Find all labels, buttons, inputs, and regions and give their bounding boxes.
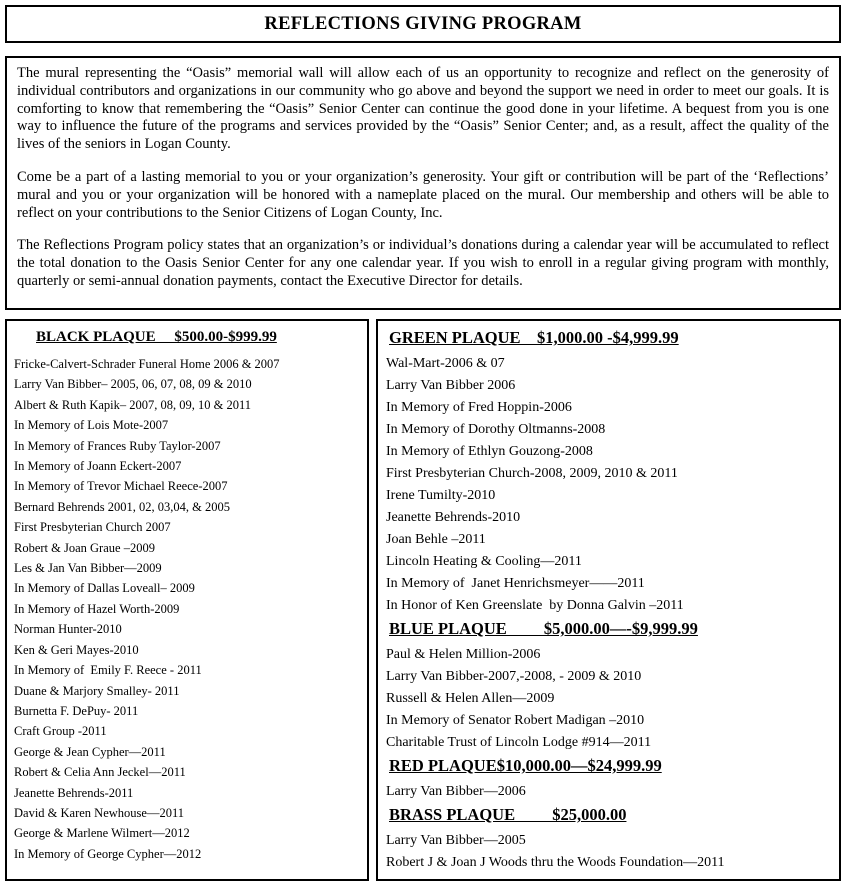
donor-item: Lincoln Heating & Cooling—2011 xyxy=(386,554,582,569)
donor-item: Norman Hunter-2010 xyxy=(14,622,122,637)
donor-item: First Presbyterian Church-2008, 2009, 2010 & 2011 xyxy=(386,466,678,481)
donor-item: In Memory of Hazel Worth-2009 xyxy=(14,601,180,616)
donor-item: Larry Van Bibber—2005 xyxy=(386,833,526,848)
donor-item: Craft Group -2011 xyxy=(14,724,107,739)
donor-item: Les & Jan Van Bibber—2009 xyxy=(14,561,162,576)
donor-item: In Memory of Janet Henrichsmeyer——2011 xyxy=(386,576,645,591)
donor-item: Jeanette Behrends-2011 xyxy=(14,785,134,800)
donor-item: Paul & Helen Million-2006 xyxy=(386,647,541,662)
donor-item: In Honor of Ken Greenslate by Donna Galvin –2011 xyxy=(386,598,684,613)
donor-item: Robert J & Joan J Woods thru the Woods Foundation—2011 xyxy=(386,855,725,870)
plaque-header: BLACK PLAQUE $500.00-$999.99 xyxy=(36,329,277,345)
donor-item: In Memory of Trevor Michael Reece-2007 xyxy=(14,479,228,494)
donor-item: In Memory of Frances Ruby Taylor-2007 xyxy=(14,438,221,453)
title-box xyxy=(5,5,841,43)
donor-item: Larry Van Bibber– 2005, 06, 07, 08, 09 & 2010 xyxy=(14,377,252,392)
plaque-header: GREEN PLAQUE $1,000.00 -$4,999.99 xyxy=(389,328,679,347)
donor-item: In Memory of Lois Mote-2007 xyxy=(14,418,169,433)
donor-item: In Memory of Dallas Loveall– 2009 xyxy=(14,581,195,596)
donor-item: Irene Tumilty-2010 xyxy=(386,488,496,503)
donor-item: Wal-Mart-2006 & 07 xyxy=(386,356,505,371)
donor-item: In Memory of George Cypher—2012 xyxy=(14,846,202,861)
intro-paragraph: The Reflections Program policy states that an organization’s or individual’s donations during a calendar year will be accumulated to reflect the total donation to the Oasis Senior Center for any one calendar year. If you wish to enroll in a regular giving program with monthly, quarterly or semi-annual donation payments, contact the Executive Director for details. xyxy=(17,237,829,289)
donor-item: Bernard Behrends 2001, 02, 03,04, & 2005 xyxy=(14,499,230,514)
donor-item: Burnetta F. DePuy- 2011 xyxy=(14,703,139,718)
intro-box xyxy=(5,56,841,310)
green-blue-red-brass-plaque-column xyxy=(376,319,841,881)
donor-item: Fricke-Calvert-Schrader Funeral Home 2006 & 2007 xyxy=(14,357,280,371)
donor-item: In Memory of Joann Eckert-2007 xyxy=(14,459,182,474)
plaque-header: BRASS PLAQUE $25,000.00 xyxy=(389,805,627,824)
plaque-header: RED PLAQUE$10,000.00—$24,999.99 xyxy=(389,756,662,775)
donor-item: In Memory of Senator Robert Madigan –2010 xyxy=(386,713,645,728)
black-plaque-column xyxy=(5,319,369,881)
donor-item: Larry Van Bibber-2007,-2008, - 2009 & 2010 xyxy=(386,669,642,684)
donor-item: Robert & Celia Ann Jeckel—2011 xyxy=(14,765,186,780)
donor-item: Robert & Joan Graue –2009 xyxy=(14,540,155,555)
donor-item: In Memory of Fred Hoppin-2006 xyxy=(386,400,572,415)
donor-item: George & Jean Cypher—2011 xyxy=(14,744,166,759)
donor-item: Albert & Ruth Kapik– 2007, 08, 09, 10 & 2011 xyxy=(14,397,252,412)
donor-item: Ken & Geri Mayes-2010 xyxy=(14,642,139,657)
donor-item: Duane & Marjory Smalley- 2011 xyxy=(14,683,180,698)
donor-item: Joan Behle –2011 xyxy=(386,532,486,547)
donor-item: First Presbyterian Church 2007 xyxy=(14,520,171,535)
donor-item: In Memory of Ethlyn Gouzong-2008 xyxy=(386,444,593,459)
plaque-columns xyxy=(5,319,841,881)
donor-item: Russell & Helen Allen—2009 xyxy=(386,691,555,706)
donor-item: David & Karen Newhouse—2011 xyxy=(14,805,184,820)
plaque-header: BLUE PLAQUE $5,000.00—-$9,999.99 xyxy=(389,619,698,638)
donor-item: In Memory of Dorothy Oltmanns-2008 xyxy=(386,422,606,437)
intro-paragraph: Come be a part of a lasting memorial to you or your organization’s generosity. Your gift or contribution will be part of the ‘Reflections’ mural and you or your organization will be honored with a nameplate placed on the mural. Our membership and others will be able to reflect on your contributions to the Senior Citizens of Logan County, Inc. xyxy=(17,168,829,221)
donor-item: In Memory of Emily F. Reece - 2011 xyxy=(14,663,202,678)
donor-item: Charitable Trust of Lincoln Lodge #914—2011 xyxy=(386,735,652,750)
intro-paragraph: The mural representing the “Oasis” memorial wall will allow each of us an opportunity to recognize and reflect on the generosity of individual contributors and organizations in our community who go above and beyond the support we need in order to meet our goals. It is comforting to know that remembering the “Oasis” Senior Center can continue the good done in your lifetime. A bequest from you is one way to influence the future of the programs and services provided by the “Oasis” Senior Center; and, as a result, affect the quality of the lives of the seniors in Logan County. xyxy=(17,65,829,153)
donor-item: Larry Van Bibber 2006 xyxy=(386,378,516,393)
donor-item: Jeanette Behrends-2010 xyxy=(386,510,521,525)
donor-item: George & Marlene Wilmert—2012 xyxy=(14,826,190,841)
donor-item: Larry Van Bibber—2006 xyxy=(386,784,526,799)
page-title: REFLECTIONS GIVING PROGRAM xyxy=(264,13,582,34)
